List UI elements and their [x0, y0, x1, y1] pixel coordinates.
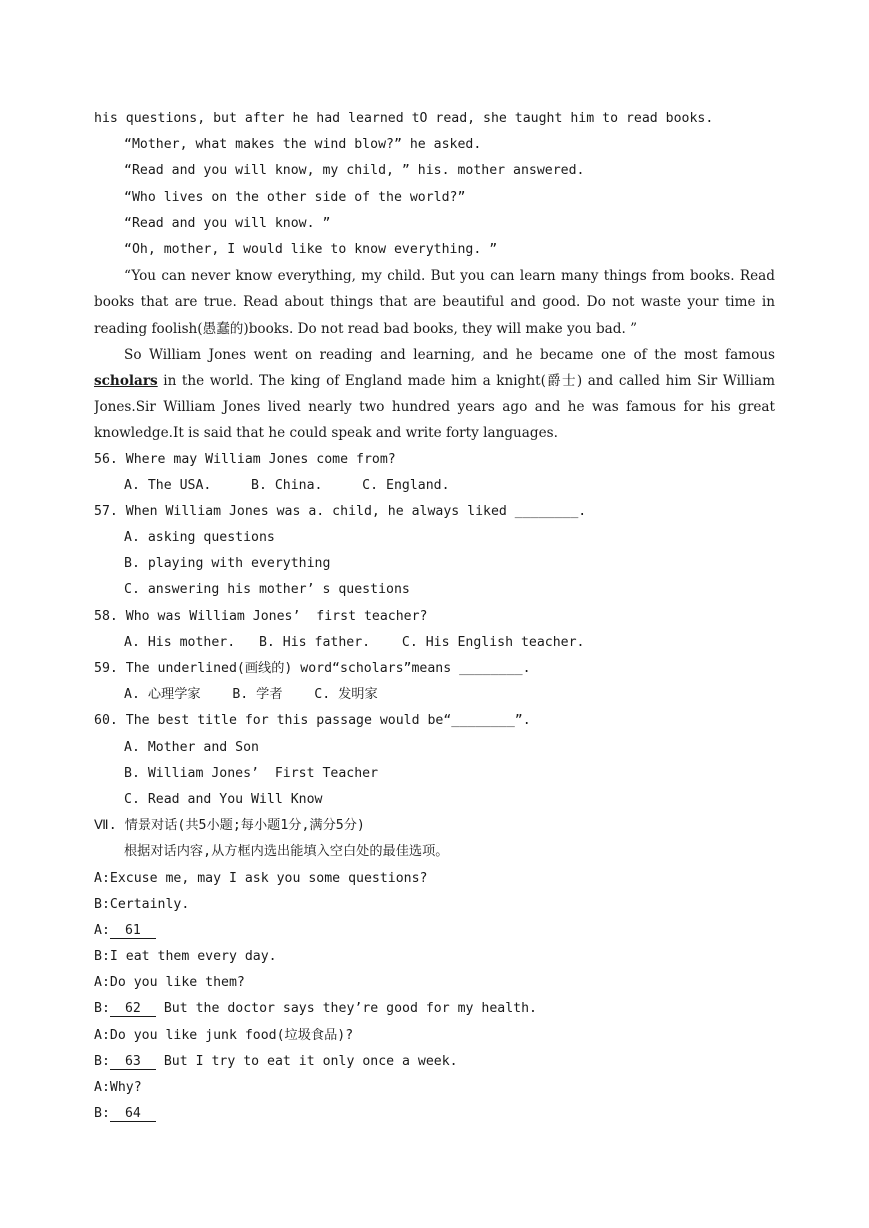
question-60-option-a: A. Mother and Son [124, 739, 259, 755]
speaker-label: B: [94, 1106, 110, 1122]
dialogue-line [94, 1049, 775, 1075]
question-56: 56. Where may William Jones come from? [94, 451, 396, 467]
dialogue-text: But the doctor says they’re good for my health. [155, 1001, 537, 1017]
question-57-option-b: B. playing with everything [124, 556, 331, 572]
question-57-option-c: C. answering his mother’ s questions [124, 582, 410, 598]
underlined-word: scholars [94, 372, 158, 389]
dialogue-quote: “Mother, what makes the wind blow?” he asked. [124, 137, 482, 153]
dialogue-line [94, 996, 775, 1022]
answer-blank-63: 63 [110, 1055, 156, 1070]
question-60: 60. The best title for this passage would be“________”. [94, 713, 531, 729]
section-instruction: 根据对话内容,从方框内选出能填入空白处的最佳选项。 [124, 844, 449, 860]
passage-text: in the world. The king of England made him a knight(爵士) and called him Sir William Jones.Sir William Jones lived nearly two hundred years ago and he was famous for his great knowledge.It is said that he could speak and write forty languages. [94, 372, 775, 442]
dialogue-line: A:Do you like junk food(垃圾食品)? [94, 1027, 354, 1043]
speaker-label: B: [94, 1053, 110, 1069]
passage-line: his questions, but after he had learned tO read, she taught him to read books. [94, 111, 714, 126]
speaker-label: B: [94, 1001, 110, 1017]
dialogue-quote: “Read and you will know, my child, ” his. mother answered. [124, 163, 585, 179]
passage-text: So William Jones went on reading and learning, and he became one of the most famous [124, 346, 775, 363]
section-heading: Ⅶ. 情景对话(共5小题;每小题1分,满分5分) [94, 818, 365, 834]
dialogue-text: But I try to eat it only once a week. [155, 1053, 458, 1069]
dialogue-line: A:Do you like them? [94, 975, 245, 991]
answer-blank-64: 64 [110, 1107, 156, 1122]
dialogue-quote: “Read and you will know. ” [124, 215, 331, 231]
dialogue-line [94, 918, 775, 944]
answer-blank-61: 61 [110, 924, 156, 939]
question-58-options: A. His mother. B. His father. C. His English teacher. [124, 634, 585, 650]
speaker-label: A: [94, 922, 110, 938]
passage-paragraph: “You can never know everything, my child. But you can learn many things from books. Read books that are true. Read about things that are beautiful and good. Do not waste your time in reading foolish(愚蠢的)books. Do not read bad books, they will make you bad. ” [94, 268, 775, 337]
passage-paragraph [94, 342, 775, 447]
answer-blank-62: 62 [110, 1002, 156, 1017]
dialogue-line [94, 1101, 775, 1127]
dialogue-line: A:Excuse me, may I ask you some questions? [94, 870, 428, 886]
question-57: 57. When William Jones was a. child, he always liked ________. [94, 503, 587, 519]
dialogue-line: B:Certainly. [94, 896, 190, 912]
question-57-option-a: A. asking questions [124, 530, 275, 546]
dialogue-line: A:Why? [94, 1080, 142, 1096]
dialogue-quote: “Who lives on the other side of the world?” [124, 189, 466, 205]
question-59-options: A. 心理学家 B. 学者 C. 发明家 [124, 687, 378, 703]
dialogue-line: B:I eat them every day. [94, 949, 277, 965]
question-59: 59. The underlined(画线的) word“scholars”means ________. [94, 661, 531, 677]
dialogue-quote: “Oh, mother, I would like to know everything. ” [124, 241, 498, 257]
question-58: 58. Who was William Jones’ first teacher? [94, 608, 428, 624]
question-60-option-c: C. Read and You Will Know [124, 791, 323, 807]
question-60-option-b: B. William Jones’ First Teacher [124, 765, 379, 781]
document-page [94, 106, 775, 1127]
question-56-options: A. The USA. B. China. C. England. [124, 477, 450, 493]
